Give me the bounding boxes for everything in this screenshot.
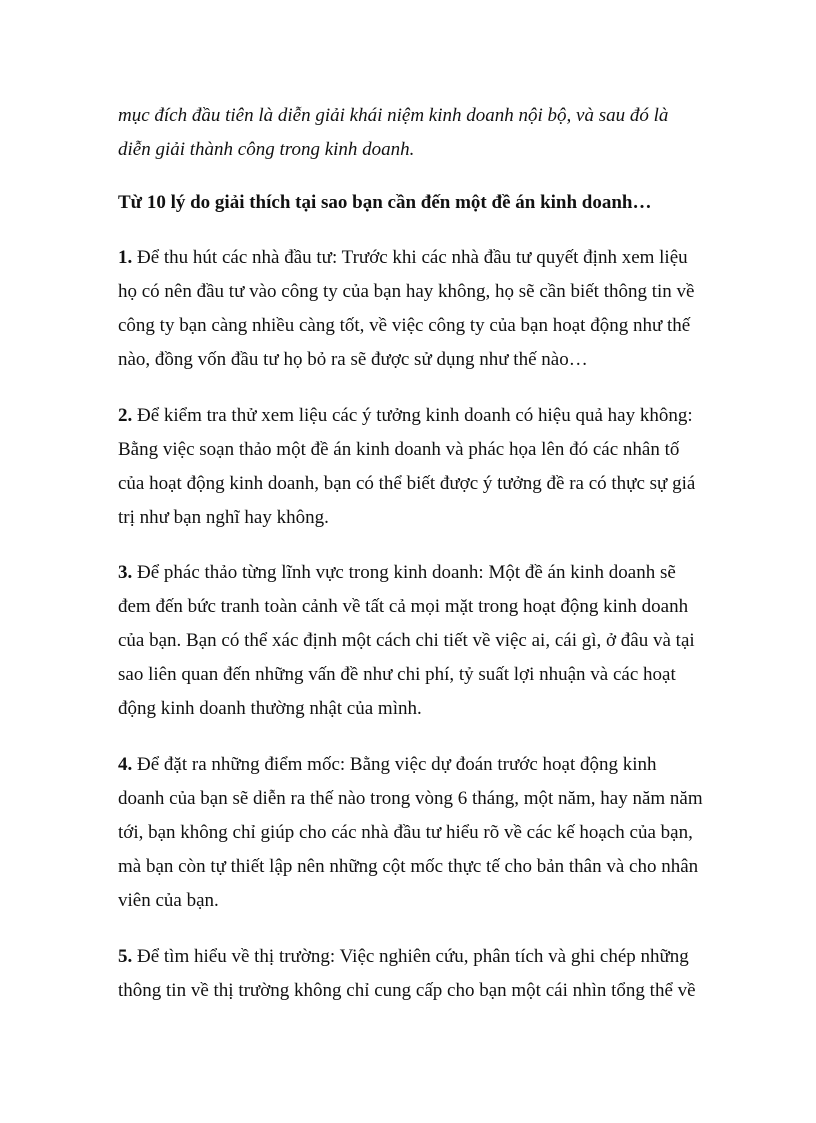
text-line: công ty bạn càng nhiều càng tốt, về việc công ty của bạn hoạt động như thế <box>118 315 691 336</box>
text-line: họ có nên đầu tư vào công ty của bạn hay không, họ sẽ cần biết thông tin về <box>118 281 695 302</box>
text-line: doanh của bạn sẽ diễn ra thế nào trong vòng 6 tháng, một năm, hay năm năm <box>118 788 703 809</box>
text-line: viên của bạn. <box>118 890 219 911</box>
section-heading: Từ 10 lý do giải thích tại sao bạn cần đến một đề án kinh doanh… <box>118 192 652 213</box>
item-number: 5. <box>118 946 133 967</box>
line-text: Để phác thảo từng lĩnh vực trong kinh doanh: Một đề án kinh doanh sẽ <box>132 562 676 583</box>
text-line: mà bạn còn tự thiết lập nên những cột mốc thực tế cho bản thân và cho nhân <box>118 856 699 877</box>
intro-paragraph <box>118 99 718 167</box>
text-line <box>118 556 718 590</box>
line-text: Để kiểm tra thử xem liệu các ý tưởng kinh doanh có hiệu quả hay không: <box>132 405 693 426</box>
text-line <box>118 748 718 782</box>
text-line: đem đến bức tranh toàn cảnh về tất cả mọi mặt trong hoạt động kinh doanh <box>118 596 689 617</box>
text-line: tới, bạn không chỉ giúp cho các nhà đầu tư hiểu rõ về các kế hoạch của bạn, <box>118 822 693 843</box>
text-line <box>118 940 718 974</box>
line-text: Để thu hút các nhà đầu tư: Trước khi các nhà đầu tư quyết định xem liệu <box>132 247 688 268</box>
text-line: Bằng việc soạn thảo một đề án kinh doanh và phác họa lên đó các nhân tố <box>118 439 680 460</box>
text-line: của hoạt động kinh doanh, bạn có thể biết được ý tưởng đề ra có thực sự giá <box>118 473 696 494</box>
line-text: Để tìm hiểu về thị trường: Việc nghiên cứu, phân tích và ghi chép những <box>132 946 689 967</box>
reason-paragraph-3 <box>118 556 718 726</box>
text-line: nào, đồng vốn đầu tư họ bỏ ra sẽ được sử dụng như thế nào… <box>118 349 588 370</box>
reason-paragraph-1 <box>118 241 718 377</box>
text-line: thông tin về thị trường không chỉ cung cấp cho bạn một cái nhìn tổng thể về <box>118 980 696 1001</box>
text-line: sao liên quan đến những vấn đề như chi phí, tỷ suất lợi nhuận và các hoạt <box>118 664 676 685</box>
line-text: Để đặt ra những điểm mốc: Bằng việc dự đoán trước hoạt động kinh <box>132 754 657 775</box>
text-line: diễn giải thành công trong kinh doanh. <box>118 139 415 160</box>
item-number: 2. <box>118 405 133 426</box>
reason-paragraph-2 <box>118 399 718 535</box>
item-number: 1. <box>118 247 133 268</box>
reason-paragraph-4 <box>118 748 718 918</box>
text-line: của bạn. Bạn có thể xác định một cách chi tiết về việc ai, cái gì, ở đâu và tại <box>118 630 695 651</box>
text-line: mục đích đầu tiên là diễn giải khái niệm kinh doanh nội bộ, và sau đó là <box>118 105 669 126</box>
item-number: 3. <box>118 562 133 583</box>
text-line <box>118 399 718 433</box>
text-line <box>118 241 718 275</box>
text-line: trị như bạn nghĩ hay không. <box>118 507 329 528</box>
text-line: động kinh doanh thường nhật của mình. <box>118 698 422 719</box>
item-number: 4. <box>118 754 133 775</box>
reason-paragraph-5 <box>118 940 718 1008</box>
